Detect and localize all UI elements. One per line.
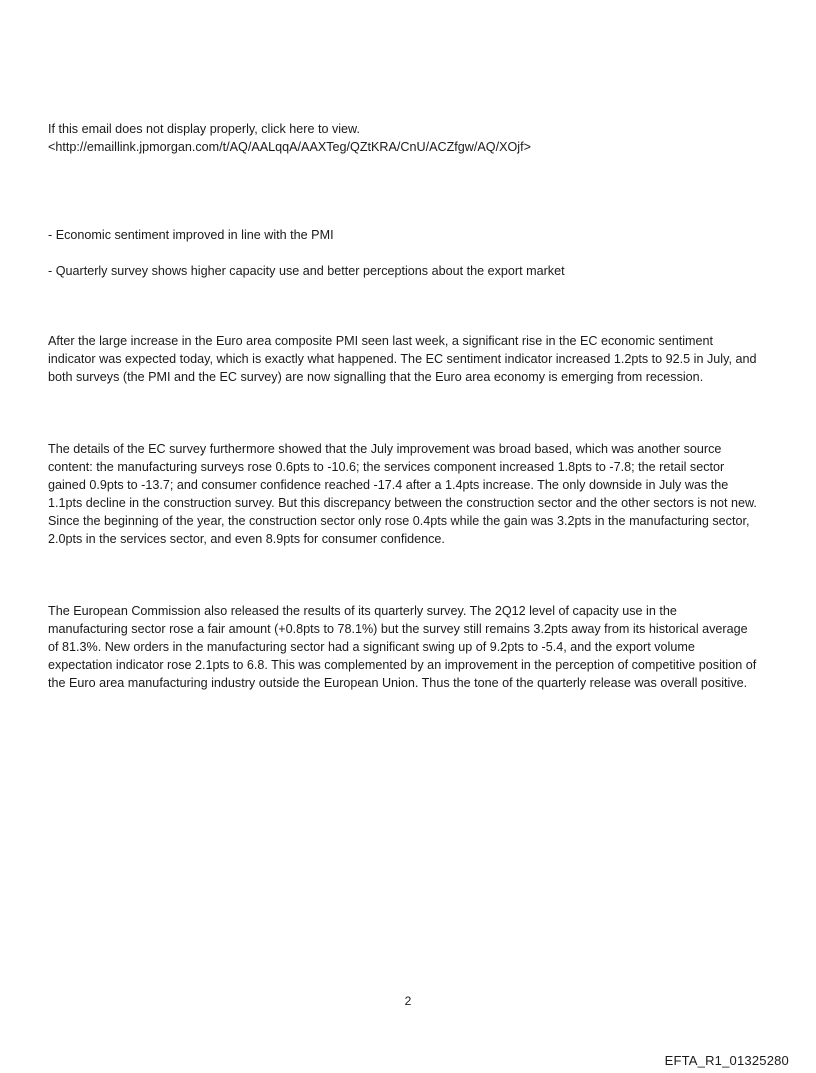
bullet-quarterly-survey: - Quarterly survey shows higher capacity use and better perceptions about the export market [48, 264, 565, 278]
bullet-economic-sentiment: - Economic sentiment improved in line with the PMI [48, 228, 334, 242]
email-body [48, 120, 760, 692]
document-id: EFTA_R1_01325280 [664, 1053, 789, 1068]
page-number: 2 [404, 994, 412, 1008]
paragraph-sentiment: After the large increase in the Euro area composite PMI seen last week, a significant rise in the EC economic sentiment indicator was expected today, which is exactly what happened. The EC sentiment indicator increased 1.2pts to 92.5 in July, and both surveys (the PMI and the EC survey) are now signalling that the Euro area economy is emerging from recession. [48, 334, 757, 384]
paragraph-survey-details: The details of the EC survey furthermore showed that the July improvement was broad based, which was another source content: the manufacturing surveys rose 0.6pts to -10.6; the services component increased 1.8pts to -7.8; the retail sector gained 0.9pts to -13.7; and consumer confidence reached -17.4 after a 1.4pts increase. The only downside in July was the 1.1pts decline in the construction survey. But this discrepancy between the construction sector and the other sectors is not new. Since the beginning of the year, the construction sector only rose 0.4pts while the gain was 3.2pts in the manufacturing sector, 2.0pts in the services sector, and even 8.9pts for consumer confidence. [48, 442, 757, 546]
view-notice[interactable]: If this email does not display properly, click here to view. [48, 122, 360, 136]
paragraph-quarterly-survey: The European Commission also released the results of its quarterly survey. The 2Q12 level of capacity use in the manufacturing sector rose a fair amount (+0.8pts to 78.1%) but the survey still remains 3.2pts away from its historical average of 81.3%. New orders in the manufacturing sector had a significant swing up of 9.2pts to -5.4, and the export volume expectation indicator rose 2.1pts to 6.8. This was complemented by an improvement in the perception of competitive position of the Euro area manufacturing industry outside the European Union. Thus the tone of the quarterly release was overall positive. [48, 604, 757, 690]
view-link[interactable]: <http://emaillink.jpmorgan.com/t/AQ/AALqqA/AAXTeg/QZtKRA/CnU/ACZfgw/AQ/XOjf> [48, 140, 531, 154]
